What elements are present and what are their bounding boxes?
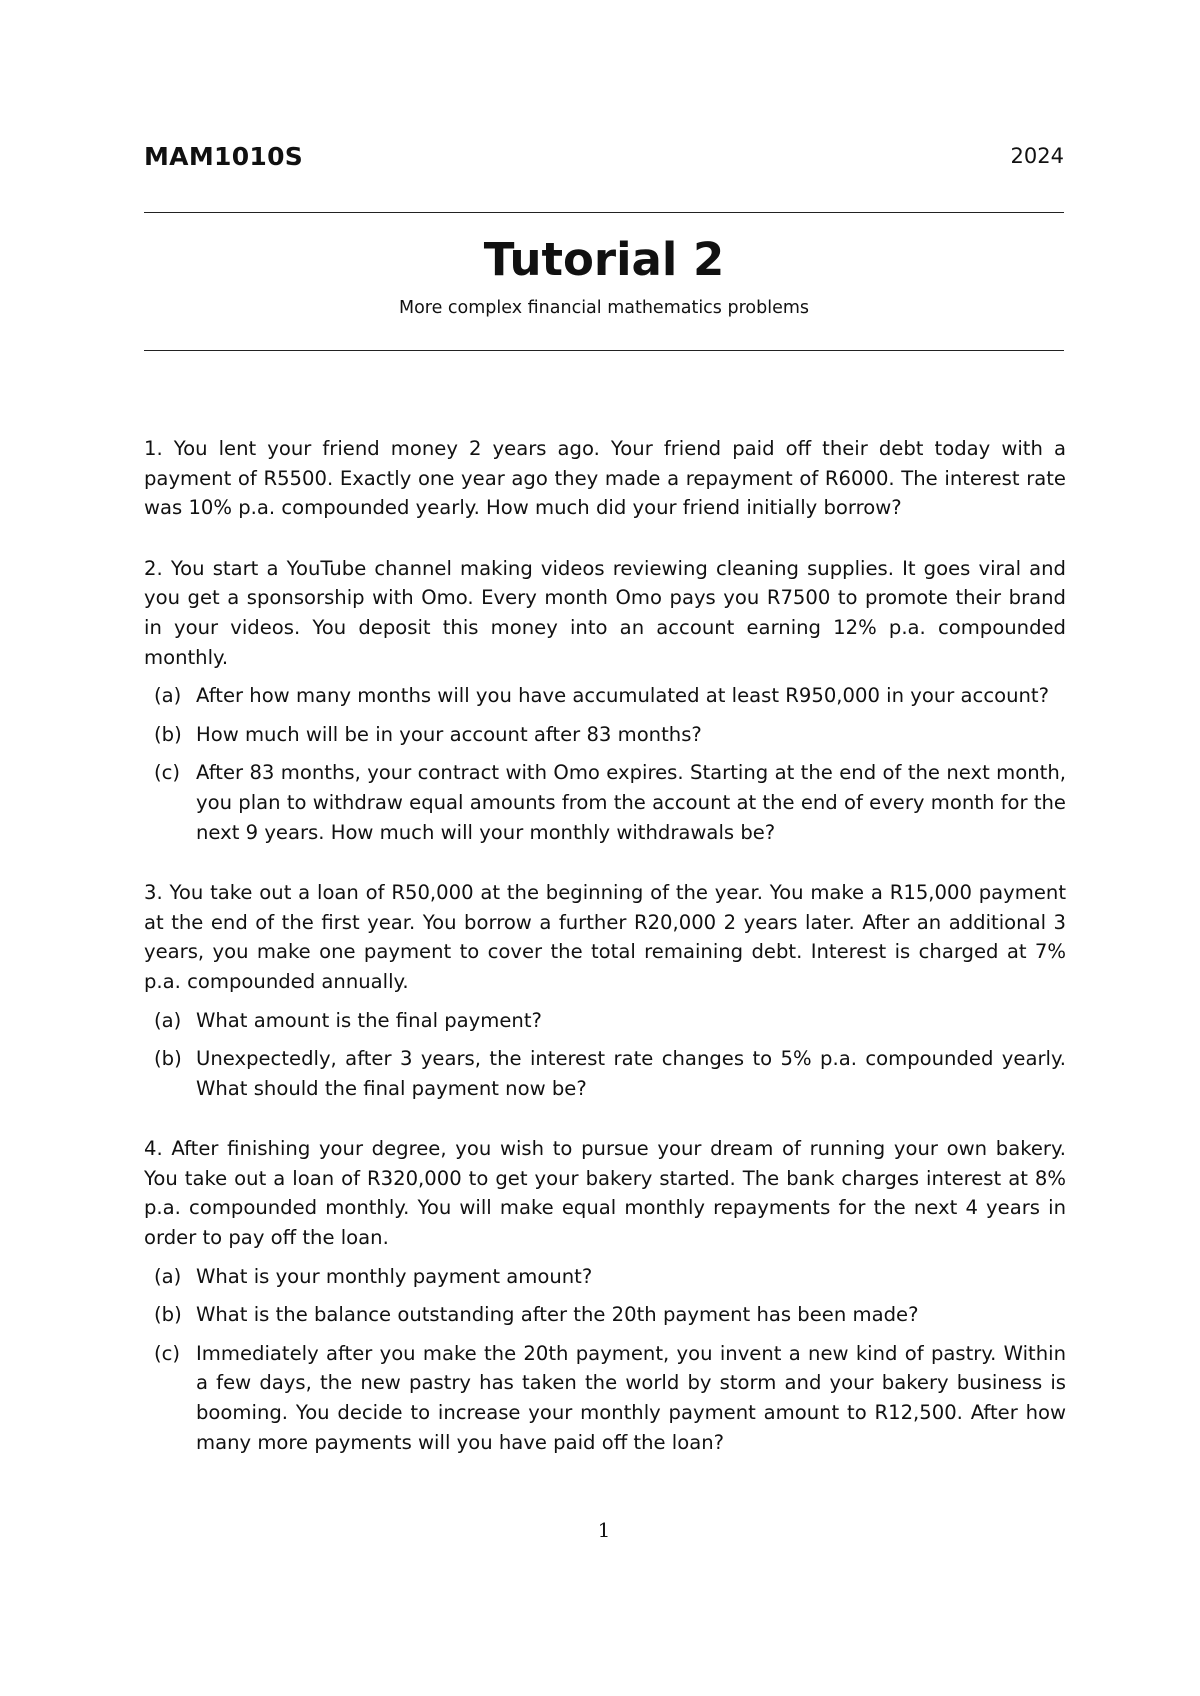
problem-4-part-c	[144, 1339, 1066, 1457]
problem-2	[144, 554, 1066, 847]
course-code: MAM1010S	[144, 142, 304, 171]
part-label: (b)	[154, 722, 182, 746]
page-subtitle: More complex financial mathematics problems	[398, 298, 810, 318]
top-divider	[144, 212, 1064, 213]
problem-2-part-a	[144, 681, 1066, 711]
part-label: (b)	[154, 1047, 182, 1071]
problem-3	[144, 878, 1066, 1103]
problem-list	[144, 434, 1066, 1457]
problem-3-part-a	[144, 1006, 1066, 1036]
problem-4	[144, 1134, 1066, 1457]
problem-2-part-b	[144, 720, 1066, 750]
problem-4-text: 4. After finishing your degree, you wish to pursue your dream of running your own bakery. You take out a loan of R320,000 to get your bakery started. The bank charges interest at 8% p.a. compounded monthly. You will make equal monthly repayments for the next 4 years in order to pay off the loan.	[144, 1137, 1066, 1250]
part-text: How much will be in your account after 83 months?	[196, 722, 702, 746]
problem-1	[144, 434, 1066, 523]
problem-4-part-a	[144, 1262, 1066, 1292]
problem-1-text: 1. You lent your friend money 2 years ago. Your friend paid off their debt today with a payment of R5500. Exactly one year ago they made a repayment of R6000. The interest rate was 10% p.a. compounded yearly. How much did your friend initially borrow?	[144, 437, 1066, 520]
part-text: After how many months will you have accumulated at least R950,000 in your account?	[196, 684, 1049, 708]
bottom-divider	[144, 350, 1064, 351]
problem-2-part-c	[144, 758, 1066, 847]
problem-3-part-b	[144, 1044, 1066, 1103]
page-number: 1	[597, 1518, 611, 1542]
document-header	[144, 142, 1064, 182]
part-text: After 83 months, your contract with Omo expires. Starting at the end of the next month, you plan to withdraw equal amounts from the account at the end of every month for the next 9 years. How much will your monthly withdrawals be?	[196, 761, 1066, 844]
part-label: (c)	[154, 761, 181, 785]
document-year: 2024	[1010, 144, 1064, 168]
problem-2-text: 2. You start a YouTube channel making videos reviewing cleaning supplies. It goes viral and you get a sponsorship with Omo. Every month Omo pays you R7500 to promote their brand in your videos. You deposit this money into an account earning 12% p.a. compounded monthly.	[144, 556, 1066, 669]
problem-4-parts	[144, 1262, 1066, 1458]
part-text: What is your monthly payment amount?	[196, 1264, 593, 1288]
part-label: (a)	[154, 1008, 182, 1032]
part-label: (a)	[154, 684, 182, 708]
page-title: Tutorial 2	[483, 233, 725, 286]
part-text: Unexpectedly, after 3 years, the interest rate changes to 5% p.a. compounded yearly. What should the final payment now be?	[196, 1047, 1066, 1100]
part-label: (b)	[154, 1303, 182, 1327]
problem-2-parts	[144, 681, 1066, 847]
problem-3-parts	[144, 1006, 1066, 1104]
part-label: (a)	[154, 1264, 182, 1288]
part-label: (c)	[154, 1341, 181, 1365]
part-text: What is the balance outstanding after the 20th payment has been made?	[196, 1303, 919, 1327]
problem-4-part-b	[144, 1300, 1066, 1330]
part-text: What amount is the final payment?	[196, 1008, 542, 1032]
part-text: Immediately after you make the 20th payment, you invent a new kind of pastry. Within a few days, the new pastry has taken the world by storm and your bakery business is booming. You decide to increase your monthly payment amount to R12,500. After how many more payments will you have paid off the loan?	[196, 1341, 1066, 1454]
problem-3-text: 3. You take out a loan of R50,000 at the beginning of the year. You make a R15,000 payment at the end of the first year. You borrow a further R20,000 2 years later. After an additional 3 years, you make one payment to cover the total remaining debt. Interest is charged at 7% p.a. compounded annually.	[144, 881, 1066, 993]
